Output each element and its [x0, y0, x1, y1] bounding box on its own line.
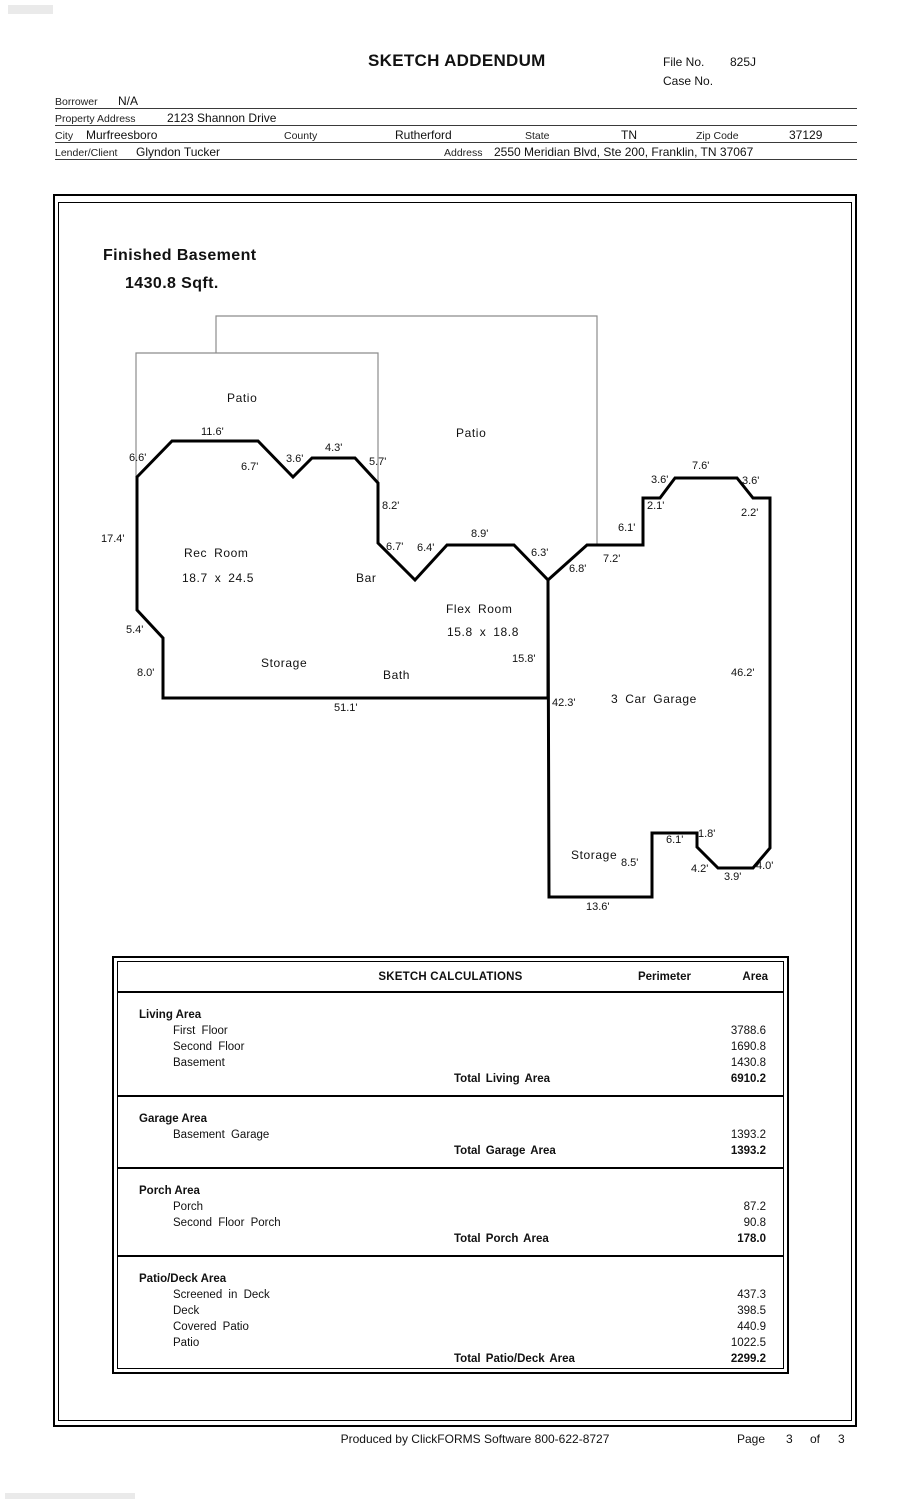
room-label: Bar — [356, 571, 377, 585]
calc-item-label: Covered Patio — [173, 1321, 249, 1333]
page-title: SKETCH ADDENDUM — [368, 51, 546, 70]
produced-by-text: Produced by ClickFORMS Software 800-622-8727 — [340, 1432, 610, 1446]
dimension-label: 4.3' — [325, 442, 343, 454]
calc-item-row — [118, 1335, 783, 1351]
dimension-label: 6.7' — [241, 461, 259, 473]
calc-item-area: 437.3 — [737, 1289, 766, 1301]
sketch-title: Finished Basement — [103, 247, 257, 264]
county-value: Rutherford — [395, 128, 452, 142]
calc-item-area: 3788.6 — [730, 1025, 766, 1037]
dimension-label: 7.6' — [692, 460, 710, 472]
dimension-label: 6.4' — [417, 542, 435, 554]
dimension-label: 2.1' — [647, 500, 665, 512]
calc-total-area: 178.0 — [737, 1233, 766, 1245]
room-label: Patio — [456, 426, 487, 440]
property-address-label: Property Address — [55, 113, 136, 125]
room-label: Bath — [383, 668, 411, 682]
calc-item-label: Basement Garage — [173, 1129, 270, 1141]
calc-perimeter-header: Perimeter — [637, 971, 691, 983]
dimension-label: 15.8' — [512, 653, 536, 665]
calc-item-label: Screened in Deck — [173, 1289, 270, 1301]
of-label: of — [810, 1432, 821, 1446]
page-label: Page — [737, 1432, 766, 1446]
sketch-calculations-table — [112, 956, 789, 1374]
calc-item-area: 1430.8 — [730, 1057, 766, 1069]
dimension-label: 6.1' — [618, 522, 636, 534]
dimension-label: 3.6' — [286, 453, 304, 465]
lender-label: Lender/Client — [55, 147, 118, 159]
calc-item-label: Patio — [173, 1337, 200, 1349]
dimension-label: 6.3' — [531, 547, 549, 559]
calc-total-label: Total Garage Area — [454, 1145, 556, 1157]
calc-item-row — [118, 1303, 783, 1319]
calc-item-row — [118, 1319, 783, 1335]
dimension-label: 1.8' — [698, 828, 716, 840]
room-label: 15.8 x 18.8 — [447, 625, 519, 639]
dimension-label: 51.1' — [334, 702, 358, 714]
dimension-label: 11.6' — [201, 426, 224, 438]
dimension-label: 8.2' — [382, 500, 400, 512]
calc-total-label: Total Porch Area — [454, 1233, 549, 1245]
page-count: 3 — [838, 1432, 845, 1446]
calc-section-divider — [118, 1167, 783, 1169]
calc-section — [118, 1111, 783, 1159]
calc-item-area: 90.8 — [743, 1217, 766, 1229]
dimension-label: 8.0' — [137, 667, 155, 679]
city-value: Murfreesboro — [86, 128, 158, 142]
scan-artifact — [5, 1493, 135, 1499]
calc-total-area: 6910.2 — [730, 1073, 766, 1085]
calc-total-row — [118, 1231, 783, 1247]
calc-group-row — [118, 1111, 783, 1127]
calc-section-divider — [118, 1095, 783, 1097]
calc-item-label: Second Floor — [173, 1041, 245, 1053]
calc-item-row — [118, 1023, 783, 1039]
dimension-label: 6.1' — [666, 834, 684, 846]
dimension-label: 13.6' — [586, 901, 610, 913]
dimension-label: 4.2' — [691, 863, 709, 875]
calc-item-label: Basement — [173, 1057, 225, 1069]
room-label: 3 Car Garage — [611, 692, 697, 706]
dimension-label: 17.4' — [101, 533, 125, 545]
file-no-value: 825J — [730, 55, 757, 69]
state-value: TN — [621, 128, 637, 142]
dimension-label: 42.3' — [552, 697, 576, 709]
dimension-label: 46.2' — [731, 667, 755, 679]
dimension-label: 6.8' — [569, 563, 587, 575]
dimension-label: 2.2' — [741, 507, 759, 519]
room-label: Flex Room — [446, 602, 513, 616]
calc-section — [118, 1271, 783, 1367]
zip-value: 37129 — [789, 128, 823, 142]
calc-item-row — [118, 1287, 783, 1303]
calc-item-area: 87.2 — [743, 1201, 766, 1213]
calc-table-body — [118, 1007, 783, 1367]
calc-group-name: Patio/Deck Area — [139, 1273, 227, 1285]
calc-item-label: First Floor — [173, 1025, 228, 1037]
page-number: 3 — [786, 1432, 793, 1446]
city-label: City — [55, 130, 74, 142]
county-label: County — [284, 130, 318, 142]
lender-value: Glyndon Tucker — [136, 145, 221, 159]
calc-item-area: 398.5 — [737, 1305, 766, 1317]
calc-item-row — [118, 1215, 783, 1231]
calc-group-row — [118, 1007, 783, 1023]
state-label: State — [525, 130, 550, 142]
calc-table-title: SKETCH CALCULATIONS — [378, 971, 523, 983]
calc-item-row — [118, 1127, 783, 1143]
form-rule — [55, 142, 857, 143]
calc-section-divider — [118, 1255, 783, 1257]
calc-group-row — [118, 1271, 783, 1287]
calc-section — [118, 1183, 783, 1247]
dimension-label: 3.9' — [724, 871, 742, 883]
dimension-label: 8.9' — [471, 528, 489, 540]
calc-item-label: Porch — [173, 1201, 204, 1213]
dimension-label: 5.4' — [126, 624, 144, 636]
address-label: Address — [444, 147, 483, 159]
dimension-label: 4.0' — [756, 860, 774, 872]
calc-item-row — [118, 1039, 783, 1055]
dimension-label: 5.7' — [369, 456, 387, 468]
file-no-label: File No. — [663, 55, 705, 69]
sketch-calculations-inner — [117, 961, 784, 1369]
calc-item-row — [118, 1055, 783, 1071]
address-value: 2550 Meridian Blvd, Ste 200, Franklin, TN 37067 — [494, 145, 754, 159]
calc-total-row — [118, 1071, 783, 1087]
calc-total-label: Total Living Area — [454, 1073, 551, 1085]
calc-total-row — [118, 1143, 783, 1159]
calc-total-area: 1393.2 — [730, 1145, 766, 1157]
calc-item-label: Second Floor Porch — [173, 1217, 281, 1229]
zip-label: Zip Code — [696, 130, 739, 142]
calc-section — [118, 1007, 783, 1087]
calc-total-label: Total Patio/Deck Area — [454, 1353, 575, 1365]
calc-group-name: Living Area — [139, 1009, 202, 1021]
scan-artifact — [8, 5, 53, 14]
calc-area-header: Area — [742, 971, 768, 983]
room-label: 18.7 x 24.5 — [182, 571, 254, 585]
room-label: Storage — [571, 848, 618, 862]
borrower-label: Borrower — [55, 96, 98, 108]
case-no-label: Case No. — [663, 74, 714, 88]
calc-total-area: 2299.2 — [730, 1353, 766, 1365]
room-label: Storage — [261, 656, 308, 670]
form-rule — [55, 159, 857, 160]
calc-item-area: 1690.8 — [730, 1041, 766, 1053]
dimension-label: 8.5' — [621, 857, 639, 869]
sketch-subtitle: 1430.8 Sqft. — [125, 275, 219, 292]
dimension-label: 3.6' — [742, 475, 760, 487]
form-rule — [55, 108, 857, 109]
borrower-value: N/A — [118, 94, 139, 108]
dimension-label: 3.6' — [651, 474, 669, 486]
dimension-label: 6.6' — [129, 452, 147, 464]
calc-item-row — [118, 1199, 783, 1215]
dimension-label: 6.7' — [386, 541, 404, 553]
property-address-value: 2123 Shannon Drive — [167, 111, 277, 125]
calc-item-area: 440.9 — [737, 1321, 766, 1333]
dimension-label: 7.2' — [603, 553, 621, 565]
calc-table-header — [118, 962, 783, 993]
calc-item-area: 1393.2 — [730, 1129, 766, 1141]
calc-total-row — [118, 1351, 783, 1367]
calc-group-name: Garage Area — [139, 1113, 207, 1125]
calc-item-area: 1022.5 — [730, 1337, 766, 1349]
form-rule — [55, 125, 857, 126]
calc-group-name: Porch Area — [139, 1185, 200, 1197]
calc-item-label: Deck — [173, 1305, 200, 1317]
room-label: Patio — [227, 391, 258, 405]
room-label: Rec Room — [184, 546, 249, 560]
calc-group-row — [118, 1183, 783, 1199]
